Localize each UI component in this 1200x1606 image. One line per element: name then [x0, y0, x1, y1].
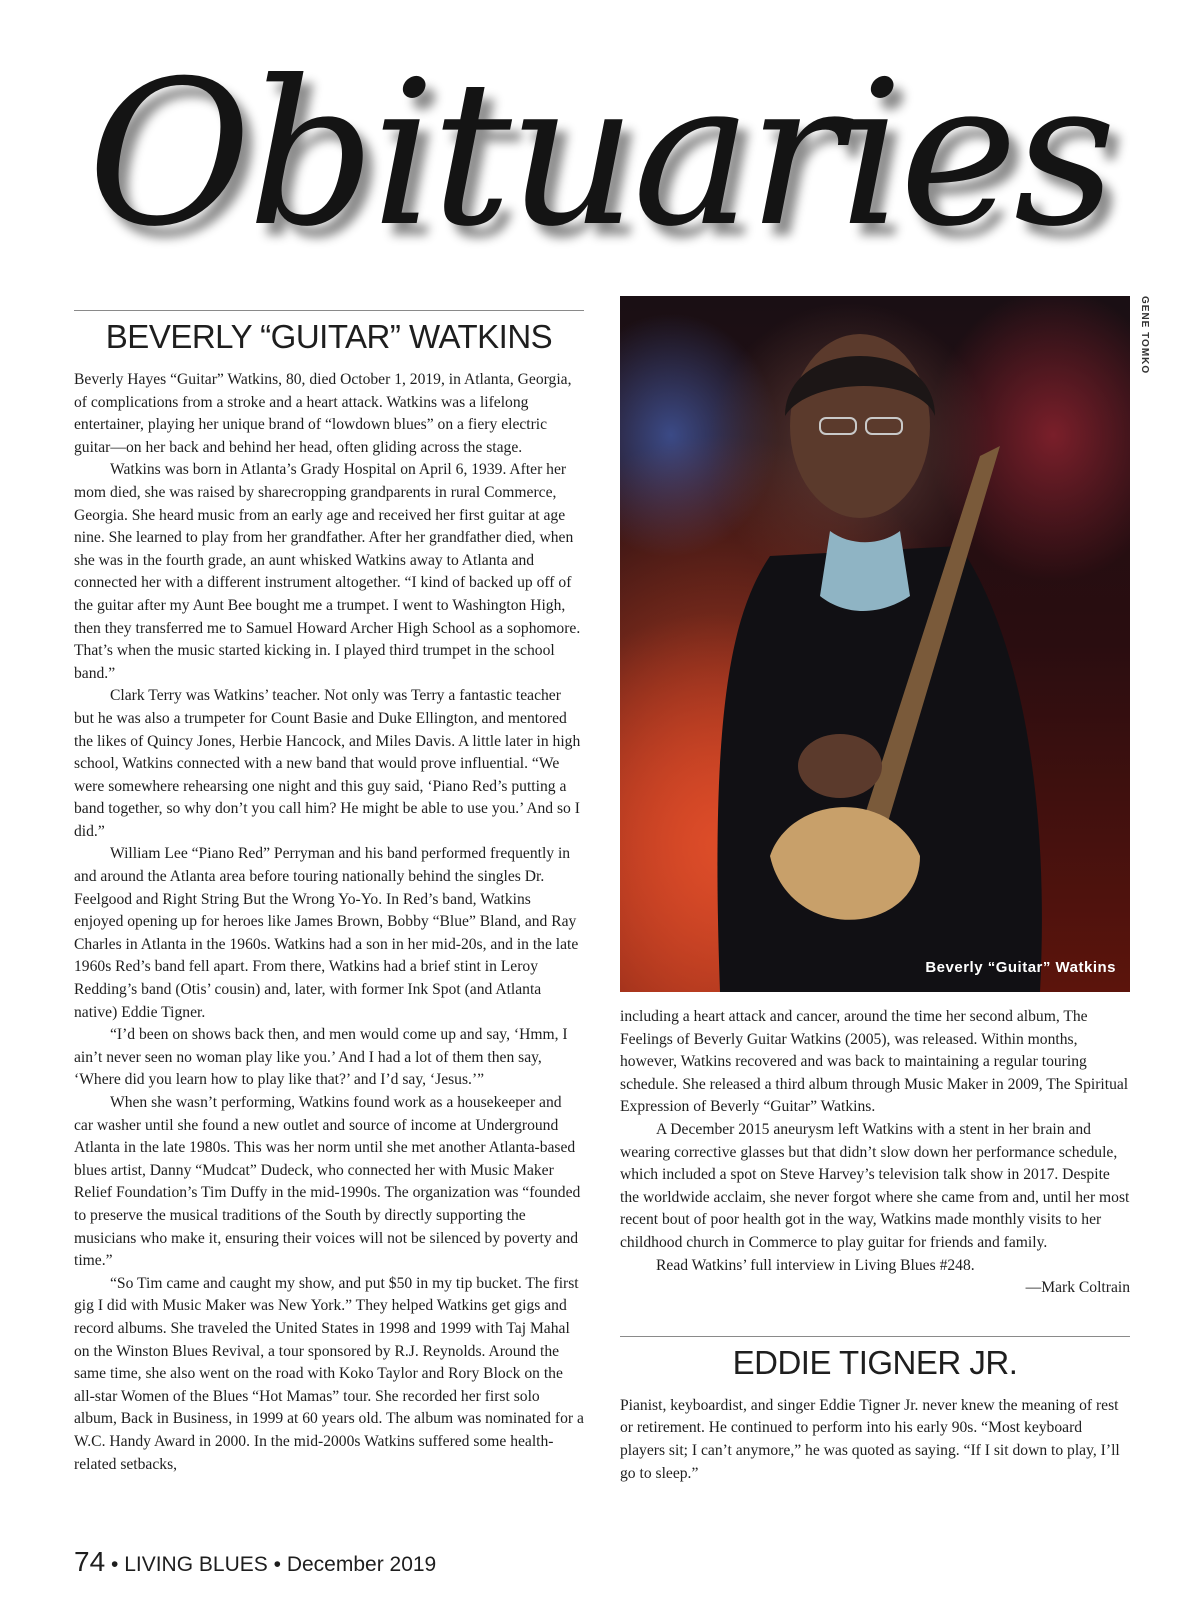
paragraph: Read Watkins’ full interview in Living Blues #248. [656, 1256, 975, 1274]
paragraph: Watkins was born in Atlanta’s Grady Hospital on April 6, 1939. After her mom died, she was raised by sharecropping grandparents in rural Commerce, Georgia. She heard music from an early age and received her first guitar at age nine. She learned to play from her grandfather. After her grandfather died, when she was in the fourth grade, an aunt whisked Watkins away to Atlanta and connected her with a different instrument altogether. “I kind of backed up off of the guitar after my Aunt Bee bought me a trumpet. I went to Washington High, then they transferred me to Samuel Howard Archer High School as a sophomore. That’s when the music started kicking in. I played third trumpet in the school band.” [74, 461, 581, 682]
photo-credit: GENE TOMKO [1139, 296, 1150, 375]
paragraph: including a heart attack and cancer, around the time her second album, The Feelings of Beverly Guitar Watkins (2005), was released. Within months, however, Watkins recovered and was back to maintaining a regular touring schedule. She released a third album through Music Maker in 2009, The Spiritual Expression of Beverly “Guitar” Watkins. [620, 1008, 1129, 1116]
byline: —Mark Coltrain [1025, 1279, 1130, 1297]
photo-caption: Beverly “Guitar” Watkins [925, 959, 1116, 976]
paragraph: Pianist, keyboardist, and singer Eddie Tigner Jr. never knew the meaning of rest or retirement. He continued to perform into his early 90s. “Most keyboard players sit; I can’t anymore,” he was quoted as saying. “If I sit down to play, I’ll go to sleep.” [620, 1396, 1120, 1482]
article-title: EDDIE TIGNER JR. [732, 1343, 1018, 1381]
page-number: 74 [74, 1546, 106, 1577]
paragraph: Clark Terry was Watkins’ teacher. Not only was Terry a fantastic teacher but he was also a trumpeter for Count Basie and Duke Ellington, and mentored the likes of Quincy Jones, Herbie Hancock, and Miles Davis. A little later in high school, Watkins connected with a new band that would prove influential. “We were somewhere rehearsing one night and this guy said, ‘Piano Red’s putting a band together, so why don’t you call him? He might be able to use you.’ And so I did.” [74, 687, 581, 840]
issue-date: December 2019 [286, 1553, 437, 1576]
divider [74, 310, 584, 311]
page-footer [74, 1546, 436, 1578]
paragraph: When she wasn’t performing, Watkins found work as a housekeeper and car washer until she found a new outlet and source of income at Underground Atlanta in the late 1980s. This was her norm until she met another Atlanta-based blues artist, Danny “Mudcat” Dudeck, who connected her with Music Maker Relief Foundation’s Tim Duffy in the mid-1990s. The organization was “founded to preserve the musical traditions of the South by directly supporting the musicians who make it, ensuring their voices will not be silenced by poverty and time.” [74, 1094, 581, 1270]
page-title: Obituaries [87, 38, 1113, 271]
divider [620, 1336, 1130, 1337]
footer-separator: • [111, 1553, 119, 1576]
paragraph: Beverly Hayes “Guitar” Watkins, 80, died October 1, 2019, in Atlanta, Georgia, of complications from a stroke and a heart attack. Watkins was a lifelong entertainer, playing her unique brand of “lowdown blues” on a fiery electric guitar—on her back and behind her head, often gliding across the stage. [74, 371, 572, 456]
article-photo [620, 296, 1130, 992]
footer-separator: • [273, 1553, 281, 1576]
paragraph: William Lee “Piano Red” Perryman and his band performed frequently in and around the Atlanta area before touring nationally behind the singles Dr. Feelgood and Right String But the Wrong Yo-Yo. In Red’s band, Watkins enjoyed opening up for heroes like James Brown, Bobby “Blue” Bland, and Ray Charles in Atlanta in the 1960s. Watkins had a son in her mid-20s, and in the late 1960s Red’s band fell apart. From there, Watkins had a brief stint in Leroy Redding’s band (Otis’ cousin) and, later, with former Ink Spot (and Atlanta native) Eddie Tigner. [74, 845, 579, 1021]
publication-name: LIVING BLUES [124, 1553, 268, 1576]
paragraph: “So Tim came and caught my show, and put $50 in my tip bucket. The first gig I did with Music Maker was New York.” They helped Watkins get gigs and record albums. She traveled the United States in 1998 and 1999 with Taj Mahal on the Winston Blues Revival, a tour sponsored by R.J. Reynolds. Around the same time, she also went on the road with Koko Taylor and Rory Block on the all-star Women of the Blues “Hot Mamas” tour. She recorded her first solo album, Back in Business, in 1999 at 60 years old. The album was nominated for a W.C. Handy Award in 2000. In the mid-2000s Watkins suffered some health-related setbacks, [74, 1274, 584, 1473]
article-title: BEVERLY “GUITAR” WATKINS [105, 318, 553, 355]
article-column-left [74, 310, 584, 1476]
paragraph: “I’d been on shows back then, and men would come up and say, ‘Hmm, I ain’t never seen no woman play like you.’ And I had a lot of them then say, ‘Where did you learn how to play like that?’ and I’d say, ‘Jesus.’” [74, 1026, 568, 1089]
photo-illustration [620, 296, 1130, 992]
article-column-right [620, 1006, 1130, 1485]
paragraph: A December 2015 aneurysm left Watkins with a stent in her brain and wearing corrective glasses but that didn’t slow down her performance schedule, which included a spot on Steve Harvey’s television talk show in 2017. Despite the worldwide acclaim, she never forgot where she came from and, until her most recent bout of poor health got in the way, Watkins made monthly visits to her childhood church in Commerce to play guitar for friends and family. [620, 1120, 1130, 1251]
